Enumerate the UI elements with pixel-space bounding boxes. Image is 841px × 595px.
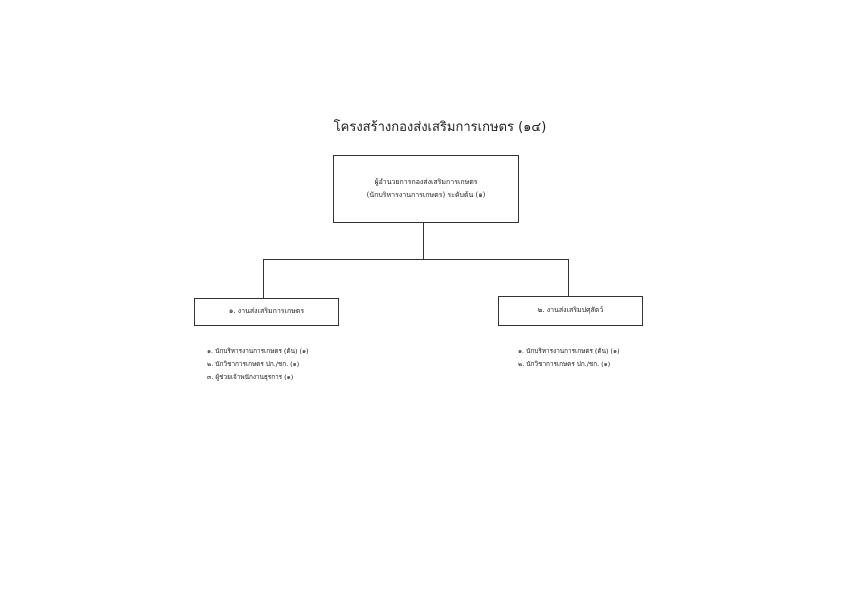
connector-head-down [423, 223, 424, 260]
staff-item: ๑. นักบริหารงานการเกษตร (ต้น) (๑) [518, 347, 620, 355]
unit-label-livestock: ๒. งานส่งเสริมปศุสัตว์ [537, 306, 604, 315]
agriculture-staff-list [207, 345, 309, 384]
staff-item: ๑. นักบริหารงานการเกษตร (ต้น) (๑) [207, 347, 309, 355]
connector-horizontal [263, 259, 569, 260]
staff-item: ๒. นักวิชาการเกษตร ปก./ชก. (๑) [207, 360, 300, 368]
connector-right-down [568, 259, 569, 296]
staff-item: ๒. นักวิชาการเกษตร ปก./ชก. (๑) [518, 360, 611, 368]
director-title: ผู้อำนวยการกองส่งเสริมการเกษตร [374, 177, 478, 186]
chart-title: โครงสร้างกองส่งเสริมการเกษตร (๑๔) [333, 120, 547, 135]
connector-left-down [263, 259, 264, 298]
director-box [333, 155, 519, 223]
director-position: (นักบริหารงานการเกษตร) ระดับต้น (๑) [366, 191, 486, 199]
unit-label-agriculture: ๑. งานส่งเสริมการเกษตร [228, 307, 305, 316]
livestock-staff-list [518, 345, 620, 371]
unit-box-agriculture [194, 298, 339, 326]
staff-item: ๓. ผู้ช่วยเจ้าพนักงานธุรการ (๑) [207, 373, 294, 381]
unit-box-livestock [498, 296, 643, 326]
